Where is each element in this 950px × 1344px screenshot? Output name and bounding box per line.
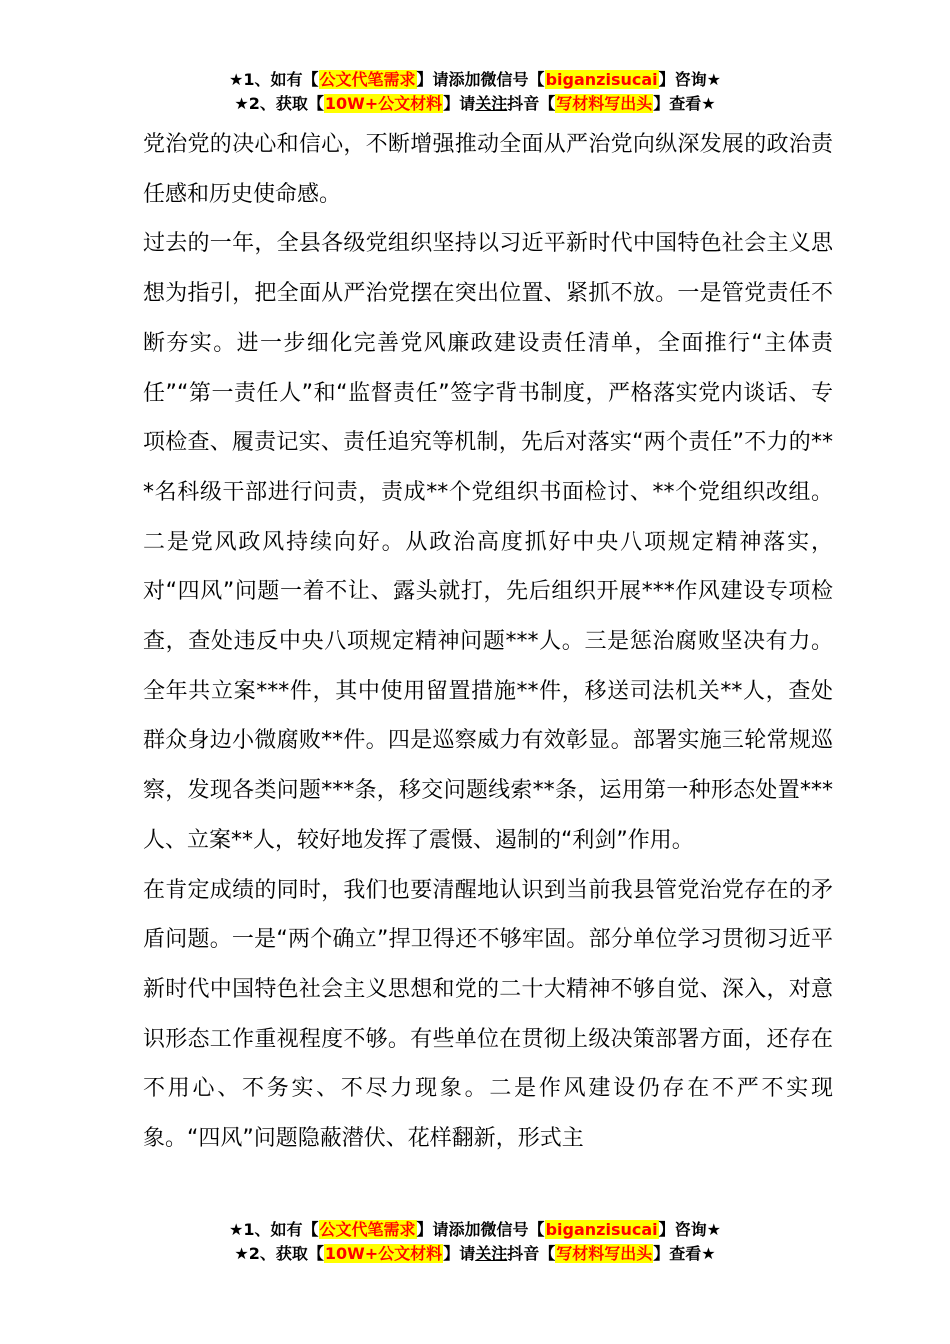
- banner-text: 】请: [416, 70, 449, 89]
- banner-highlight: biganzisucai: [545, 70, 658, 89]
- paragraph: 在肯定成绩的同时，我们也要清醒地认识到当前我县管党治党存在的矛盾问题。一是“两个确立”捍卫得还不够牢固。部分单位学习贯彻习近平新时代中国特色社会主义思想和党的二十大精神不够自觉、深入，对意识形态工作重视程度不够。有些单位在贯彻上级决策部署方面，还存在不用心、不务实、不尽力现象。二是作风建设仍存在不严不实现象。“四风”问题隐蔽潜伏、花样翻新，形式主: [143, 877, 833, 1152]
- banner-text: ★2、获取【: [234, 1244, 324, 1263]
- banner-text: 微信号【: [480, 70, 545, 89]
- banner-highlight: biganzisucai: [545, 1220, 658, 1239]
- banner-text: 】查看★: [653, 1244, 716, 1263]
- banner-text: 微信号【: [480, 1220, 545, 1239]
- banner-line-2: [0, 1242, 950, 1266]
- banner-line-1: [0, 1218, 950, 1242]
- paragraph: 党治党的决心和信心，不断增强推动全面从严治党向纵深发展的政治责任感和历史使命感。: [143, 132, 833, 207]
- header-banner: [0, 68, 950, 116]
- banner-emphasis: 添加: [448, 1220, 481, 1239]
- banner-highlight: 公文代笔需求: [319, 70, 416, 89]
- paragraph: 过去的一年，全县各级党组织坚持以习近平新时代中国特色社会主义思想为指引，把全面从严治党摆在突出位置、紧抓不放。一是管党责任不断夯实。进一步细化完善党风廉政建设责任清单，全面推行“主体责任”“第一责任人”和“监督责任”签字背书制度，严格落实党内谈话、专项检查、履责记实、责任追究等机制，先后对落实“两个责任”不力的***名科级干部进行问责，责成**个党组织书面检讨、**个党组织改组。二是党风政风持续向好。从政治高度抓好中央八项规定精神落实，对“四风”问题一着不让、露头就打，先后组织开展***作风建设专项检查，查处违反中央八项规定精神问题***人。三是惩治腐败坚决有力。全年共立案***件，其中使用留置措施**件，移送司法机关**人，查处群众身边小微腐败**件。四是巡察威力有效彰显。部署实施三轮常规巡察，发现各类问题***条，移交问题线索**条，运用第一种形态处置***人、立案**人，较好地发挥了震慑、遏制的“利剑”作用。: [143, 231, 833, 853]
- banner-text: 】请: [443, 94, 476, 113]
- banner-emphasis: 关注: [475, 94, 508, 113]
- banner-highlight: 10W+公文材料: [324, 94, 443, 113]
- banner-text: 抖音【: [507, 1244, 556, 1263]
- banner-text: 】请: [443, 1244, 476, 1263]
- banner-line-2: [0, 92, 950, 116]
- banner-highlight: 10W+公文材料: [324, 1244, 443, 1263]
- banner-emphasis: 添加: [448, 70, 481, 89]
- document-body: [143, 120, 833, 1164]
- footer-banner: [0, 1218, 950, 1266]
- banner-text: 抖音【: [507, 94, 556, 113]
- banner-highlight: 公文代笔需求: [319, 1220, 416, 1239]
- banner-text: ★2、获取【: [234, 94, 324, 113]
- banner-emphasis: 关注: [475, 1244, 508, 1263]
- banner-text: 】咨询★: [658, 1220, 721, 1239]
- banner-text: 】查看★: [653, 94, 716, 113]
- banner-line-1: [0, 68, 950, 92]
- banner-text: 】咨询★: [658, 70, 721, 89]
- banner-highlight: 写材料写出头: [556, 94, 653, 113]
- banner-text: ★1、如有【: [229, 70, 319, 89]
- banner-text: 】请: [416, 1220, 449, 1239]
- banner-highlight: 写材料写出头: [556, 1244, 653, 1263]
- banner-text: ★1、如有【: [229, 1220, 319, 1239]
